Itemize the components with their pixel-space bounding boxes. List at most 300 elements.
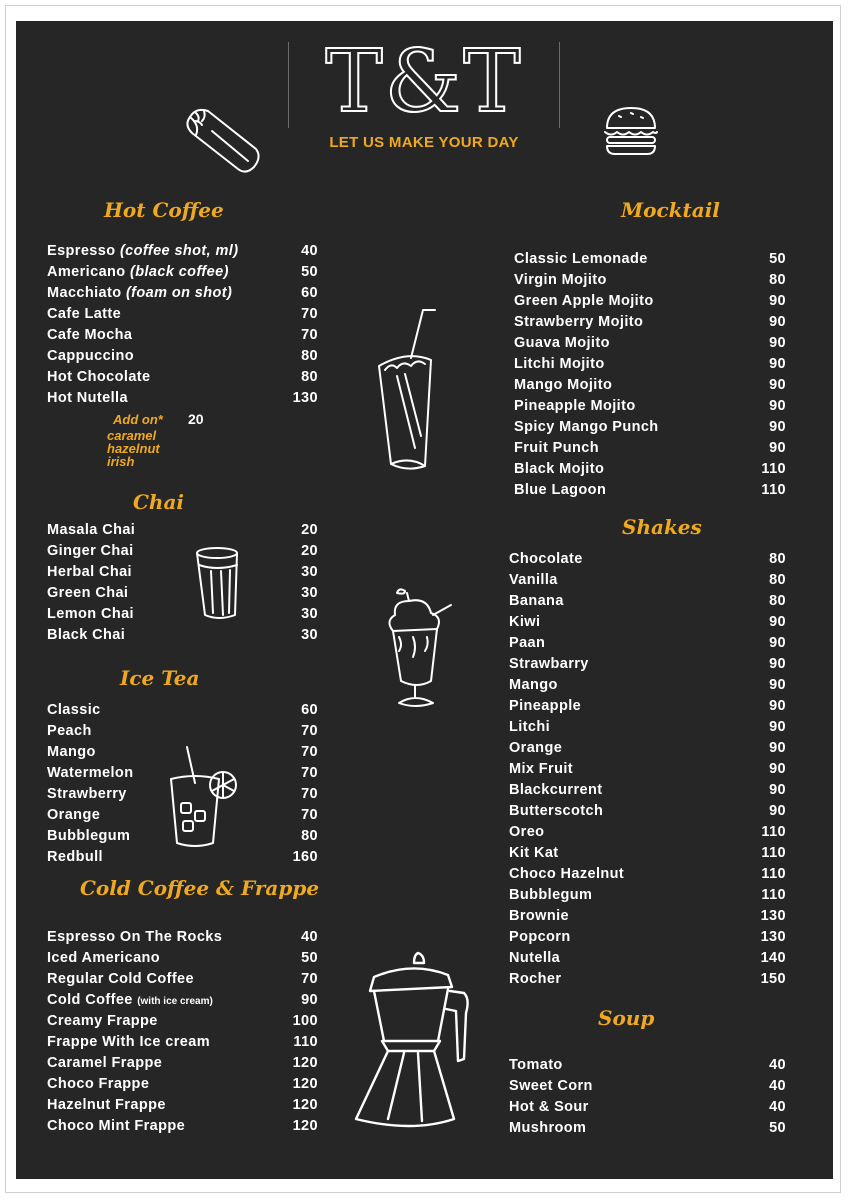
menu-item — [509, 927, 786, 948]
item-label: Hazelnut Frappe — [47, 1097, 166, 1113]
item-price: 90 — [769, 677, 786, 693]
item-price: 80 — [769, 572, 786, 588]
item-name — [47, 700, 101, 721]
item-name — [47, 948, 160, 969]
item-label: Cold Coffee — [47, 992, 133, 1008]
item-note: (black coffee) — [129, 264, 229, 280]
item-label: Hot Chocolate — [47, 369, 151, 385]
item-name — [514, 333, 610, 354]
menu-item — [47, 721, 318, 742]
item-name — [509, 717, 550, 738]
wrap-icon — [182, 105, 264, 177]
item-name — [514, 375, 612, 396]
menu-item — [514, 270, 786, 291]
item-price: 110 — [761, 482, 786, 498]
item-label: Pineapple Mojito — [514, 398, 636, 414]
item-price: 100 — [292, 1013, 318, 1029]
item-name — [514, 417, 659, 438]
item-label: Choco Frappe — [47, 1076, 150, 1092]
item-price: 90 — [769, 293, 786, 309]
menu-item — [509, 1055, 786, 1076]
item-name — [47, 262, 229, 283]
item-price: 90 — [769, 761, 786, 777]
menu-item — [509, 906, 786, 927]
menu-item — [514, 417, 786, 438]
item-name — [509, 1055, 563, 1076]
item-name — [509, 738, 562, 759]
item-label: Mango Mojito — [514, 377, 613, 393]
item-price: 30 — [301, 564, 318, 580]
menu-item — [514, 333, 786, 354]
section-title-soup: Soup — [598, 1006, 655, 1030]
menu-item — [47, 1095, 318, 1116]
item-price: 20 — [301, 522, 318, 538]
item-label: Hot Nutella — [47, 390, 128, 406]
item-name — [47, 1032, 210, 1053]
item-label: Spicy Mango Punch — [514, 419, 659, 435]
section-title-hot-coffee: Hot Coffee — [104, 198, 224, 222]
menu-item — [509, 1118, 786, 1139]
item-label: Green Chai — [47, 585, 129, 601]
item-label: Cafe Latte — [47, 306, 122, 322]
menu-item — [514, 396, 786, 417]
item-name — [509, 864, 624, 885]
iced-tea-icon — [165, 745, 241, 851]
menu-item — [509, 1076, 786, 1097]
item-label: Regular Cold Coffee — [47, 971, 194, 987]
menu-item — [514, 249, 786, 270]
item-name — [47, 604, 134, 625]
item-label: Mushroom — [509, 1120, 587, 1136]
item-label: Strawberry — [47, 786, 127, 802]
chai-list — [47, 520, 318, 646]
item-name — [509, 549, 583, 570]
addon-option: caramel — [107, 428, 157, 443]
item-name — [514, 291, 654, 312]
menu-item — [47, 1011, 318, 1032]
item-price: 120 — [292, 1118, 318, 1134]
item-label: Herbal Chai — [47, 564, 132, 580]
item-name — [47, 241, 238, 262]
cold-coffee-list — [47, 927, 318, 1137]
item-price: 90 — [769, 719, 786, 735]
menu-item — [509, 1097, 786, 1118]
item-price: 90 — [301, 992, 318, 1008]
item-price: 110 — [761, 824, 786, 840]
menu-item — [47, 700, 318, 721]
item-name — [509, 1076, 593, 1097]
item-price: 70 — [301, 327, 318, 343]
item-name — [514, 354, 605, 375]
menu-item — [47, 562, 318, 583]
item-price: 90 — [769, 356, 786, 372]
item-name — [47, 763, 133, 784]
menu-item — [47, 304, 318, 325]
item-label: Oreo — [509, 824, 545, 840]
item-label: Black Mojito — [514, 461, 605, 477]
menu-item — [509, 654, 786, 675]
item-label: Masala Chai — [47, 522, 136, 538]
item-label: Bubblegum — [509, 887, 593, 903]
item-name — [47, 826, 130, 847]
item-name — [47, 304, 121, 325]
item-price: 40 — [769, 1099, 786, 1115]
menu-item — [47, 1032, 318, 1053]
item-price: 50 — [301, 264, 318, 280]
item-name — [47, 520, 135, 541]
item-note: (coffee shot, ml) — [119, 243, 239, 259]
item-name — [509, 885, 592, 906]
item-label: Rocher — [509, 971, 562, 987]
menu-item — [509, 696, 786, 717]
menu-item — [514, 312, 786, 333]
menu-item — [509, 675, 786, 696]
menu-item — [47, 367, 318, 388]
milkshake-icon — [377, 585, 457, 711]
menu-item — [509, 549, 786, 570]
item-name — [47, 927, 222, 948]
item-label: Paan — [509, 635, 546, 651]
item-price: 130 — [292, 390, 318, 406]
section-title-ice-tea: Ice Tea — [120, 666, 200, 690]
addon-option: hazelnut — [107, 441, 160, 456]
item-note: (with ice cream) — [137, 996, 213, 1007]
item-label: Kiwi — [509, 614, 541, 630]
item-label: Ginger Chai — [47, 543, 134, 559]
section-title-chai: Chai — [133, 490, 185, 514]
item-price: 50 — [301, 950, 318, 966]
item-label: Black Chai — [47, 627, 126, 643]
addon-option: irish — [107, 454, 135, 469]
item-name — [514, 396, 636, 417]
item-name — [509, 801, 603, 822]
item-label: Litchi Mojito — [514, 356, 605, 372]
menu-item — [47, 948, 318, 969]
menu-item — [47, 541, 318, 562]
item-price: 160 — [292, 849, 318, 865]
item-price: 90 — [769, 698, 786, 714]
item-label: Guava Mojito — [514, 335, 610, 351]
logo-text: T&T — [325, 32, 523, 132]
item-name — [509, 654, 589, 675]
menu-item — [514, 438, 786, 459]
item-label: Chocolate — [509, 551, 583, 567]
item-label: Virgin Mojito — [514, 272, 607, 288]
item-label: Espresso — [47, 243, 116, 259]
item-name — [47, 990, 213, 1012]
item-name — [47, 969, 194, 990]
menu-item — [509, 801, 786, 822]
menu-item — [509, 612, 786, 633]
mocktail-list — [514, 249, 786, 501]
moka-pot-icon — [352, 951, 476, 1133]
menu-item — [509, 759, 786, 780]
menu-item — [47, 1053, 318, 1074]
item-label: Green Apple Mojito — [514, 293, 654, 309]
item-label: Vanilla — [509, 572, 558, 588]
menu-item — [47, 520, 318, 541]
tall-glass-icon — [373, 306, 439, 472]
menu-item — [514, 480, 786, 501]
menu-item — [514, 375, 786, 396]
item-name — [509, 591, 564, 612]
item-name — [47, 1095, 166, 1116]
item-price: 120 — [292, 1097, 318, 1113]
item-name — [47, 847, 103, 868]
item-label: Tomato — [509, 1057, 563, 1073]
item-price: 110 — [761, 845, 786, 861]
item-name — [509, 969, 561, 990]
item-label: Mix Fruit — [509, 761, 574, 777]
item-price: 90 — [769, 335, 786, 351]
item-price: 90 — [769, 440, 786, 456]
menu-item — [509, 885, 786, 906]
item-price: 80 — [769, 272, 786, 288]
menu-item — [47, 969, 318, 990]
item-price: 50 — [769, 1120, 786, 1136]
item-label: Mango — [47, 744, 96, 760]
menu-item — [509, 591, 786, 612]
item-name — [509, 612, 540, 633]
section-title-shakes: Shakes — [622, 515, 702, 539]
item-price: 120 — [292, 1055, 318, 1071]
section-title-cold-coffee: Cold Coffee & Frappe — [80, 876, 320, 900]
item-price: 30 — [301, 606, 318, 622]
brand-logo — [288, 32, 560, 132]
item-price: 80 — [301, 369, 318, 385]
item-label: Pineapple — [509, 698, 582, 714]
menu-item — [47, 283, 318, 304]
item-price: 90 — [769, 419, 786, 435]
item-note: (foam on shot) — [125, 285, 233, 301]
burger-icon — [601, 104, 661, 158]
item-name — [509, 843, 559, 864]
item-price: 130 — [760, 929, 786, 945]
item-price: 110 — [761, 887, 786, 903]
item-label: Redbull — [47, 849, 103, 865]
item-price: 60 — [301, 285, 318, 301]
item-price: 90 — [769, 398, 786, 414]
item-price: 40 — [769, 1057, 786, 1073]
item-name — [47, 1011, 158, 1032]
item-label: Choco Hazelnut — [509, 866, 625, 882]
item-name — [47, 541, 134, 562]
item-label: Banana — [509, 593, 564, 609]
item-name — [514, 249, 648, 270]
menu-item — [47, 262, 318, 283]
item-price: 40 — [301, 929, 318, 945]
item-name — [509, 906, 569, 927]
item-label: Strawbarry — [509, 656, 589, 672]
item-name — [509, 927, 571, 948]
item-price: 60 — [301, 702, 318, 718]
item-name — [47, 784, 127, 805]
item-price: 150 — [760, 971, 786, 987]
menu-item — [514, 459, 786, 480]
item-name — [509, 696, 581, 717]
menu-item — [509, 570, 786, 591]
item-label: Kit Kat — [509, 845, 559, 861]
item-price: 70 — [301, 971, 318, 987]
menu-item — [509, 738, 786, 759]
item-name — [47, 325, 132, 346]
menu-item — [47, 604, 318, 625]
item-name — [47, 1116, 185, 1137]
item-name — [47, 388, 128, 409]
item-name — [514, 270, 607, 291]
item-price: 30 — [301, 627, 318, 643]
item-price: 50 — [769, 251, 786, 267]
shakes-list — [509, 549, 786, 990]
item-label: Classic — [47, 702, 101, 718]
item-label: Lemon Chai — [47, 606, 134, 622]
item-label: Fruit Punch — [514, 440, 599, 456]
item-label: Creamy Frappe — [47, 1013, 158, 1029]
item-name — [509, 948, 560, 969]
item-price: 30 — [301, 585, 318, 601]
menu-item — [47, 241, 318, 262]
item-price: 40 — [769, 1078, 786, 1094]
item-name — [47, 562, 132, 583]
menu-item — [47, 583, 318, 604]
menu-item — [47, 388, 318, 409]
item-price: 70 — [301, 786, 318, 802]
item-price: 90 — [769, 314, 786, 330]
item-price: 140 — [760, 950, 786, 966]
menu-item — [509, 633, 786, 654]
item-label: Mango — [509, 677, 558, 693]
item-name — [509, 1097, 589, 1118]
menu-item — [509, 969, 786, 990]
menu-item — [47, 1074, 318, 1095]
item-label: Espresso On The Rocks — [47, 929, 223, 945]
item-price: 70 — [301, 765, 318, 781]
item-price: 80 — [301, 348, 318, 364]
item-price: 40 — [301, 243, 318, 259]
item-name — [509, 633, 545, 654]
item-price: 90 — [769, 740, 786, 756]
item-name — [47, 583, 128, 604]
item-name — [509, 675, 558, 696]
tagline: LET US MAKE YOUR DAY — [329, 134, 519, 151]
chai-glass-icon — [193, 545, 245, 621]
section-title-mocktail: Mocktail — [621, 198, 720, 222]
item-price: 70 — [301, 306, 318, 322]
item-label: Litchi — [509, 719, 551, 735]
item-label: Butterscotch — [509, 803, 604, 819]
menu-item — [47, 1116, 318, 1137]
item-name — [509, 780, 602, 801]
item-price: 90 — [769, 614, 786, 630]
item-name — [509, 570, 558, 591]
item-name — [509, 1118, 586, 1139]
item-name — [47, 1053, 162, 1074]
item-price: 20 — [301, 543, 318, 559]
item-price: 110 — [761, 461, 786, 477]
hot-coffee-list — [47, 241, 318, 409]
item-label: Popcorn — [509, 929, 571, 945]
menu-item — [47, 990, 318, 1011]
item-price: 80 — [769, 551, 786, 567]
item-name — [47, 346, 134, 367]
item-name — [514, 459, 604, 480]
menu-item — [509, 717, 786, 738]
menu-item — [509, 822, 786, 843]
item-price: 90 — [769, 803, 786, 819]
item-label: Iced Americano — [47, 950, 161, 966]
menu-item — [514, 291, 786, 312]
item-name — [509, 822, 544, 843]
menu-item — [509, 948, 786, 969]
addon-label: Add on* — [113, 412, 163, 427]
item-label: Macchiato — [47, 285, 122, 301]
item-price: 130 — [760, 908, 786, 924]
item-label: Orange — [509, 740, 563, 756]
item-name — [47, 625, 125, 646]
item-label: Orange — [47, 807, 101, 823]
menu-item — [509, 864, 786, 885]
item-label: Blackcurrent — [509, 782, 603, 798]
item-name — [47, 367, 150, 388]
item-name — [47, 283, 232, 304]
menu-item — [47, 346, 318, 367]
soup-list — [509, 1055, 786, 1139]
item-name — [514, 480, 606, 501]
item-name — [47, 721, 92, 742]
menu-item — [509, 843, 786, 864]
item-name — [47, 742, 96, 763]
menu-item — [514, 354, 786, 375]
item-label: Watermelon — [47, 765, 134, 781]
item-label: Sweet Corn — [509, 1078, 593, 1094]
item-label: Brownie — [509, 908, 569, 924]
item-price: 90 — [769, 656, 786, 672]
item-price: 80 — [769, 593, 786, 609]
item-label: Cappuccino — [47, 348, 134, 364]
item-name — [514, 312, 643, 333]
item-label: Blue Lagoon — [514, 482, 607, 498]
item-price: 120 — [292, 1076, 318, 1092]
item-label: Peach — [47, 723, 92, 739]
item-label: Americano — [47, 264, 126, 280]
item-price: 90 — [769, 377, 786, 393]
item-label: Strawberry Mojito — [514, 314, 644, 330]
item-label: Nutella — [509, 950, 561, 966]
item-label: Hot & Sour — [509, 1099, 589, 1115]
item-price: 90 — [769, 635, 786, 651]
item-name — [509, 759, 573, 780]
item-price: 80 — [301, 828, 318, 844]
menu-item — [509, 780, 786, 801]
item-name — [47, 805, 100, 826]
item-label: Classic Lemonade — [514, 251, 648, 267]
menu-item — [47, 927, 318, 948]
item-label: Cafe Mocha — [47, 327, 133, 343]
item-price: 70 — [301, 723, 318, 739]
item-label: Frappe With Ice cream — [47, 1034, 210, 1050]
item-price: 70 — [301, 807, 318, 823]
item-price: 110 — [761, 866, 786, 882]
item-price: 90 — [769, 782, 786, 798]
item-label: Bubblegum — [47, 828, 131, 844]
item-price: 70 — [301, 744, 318, 760]
item-label: Caramel Frappe — [47, 1055, 163, 1071]
item-label: Choco Mint Frappe — [47, 1118, 186, 1134]
item-price: 110 — [293, 1034, 318, 1050]
menu-item — [47, 625, 318, 646]
addon-price: 20 — [188, 411, 204, 427]
menu-item — [47, 325, 318, 346]
